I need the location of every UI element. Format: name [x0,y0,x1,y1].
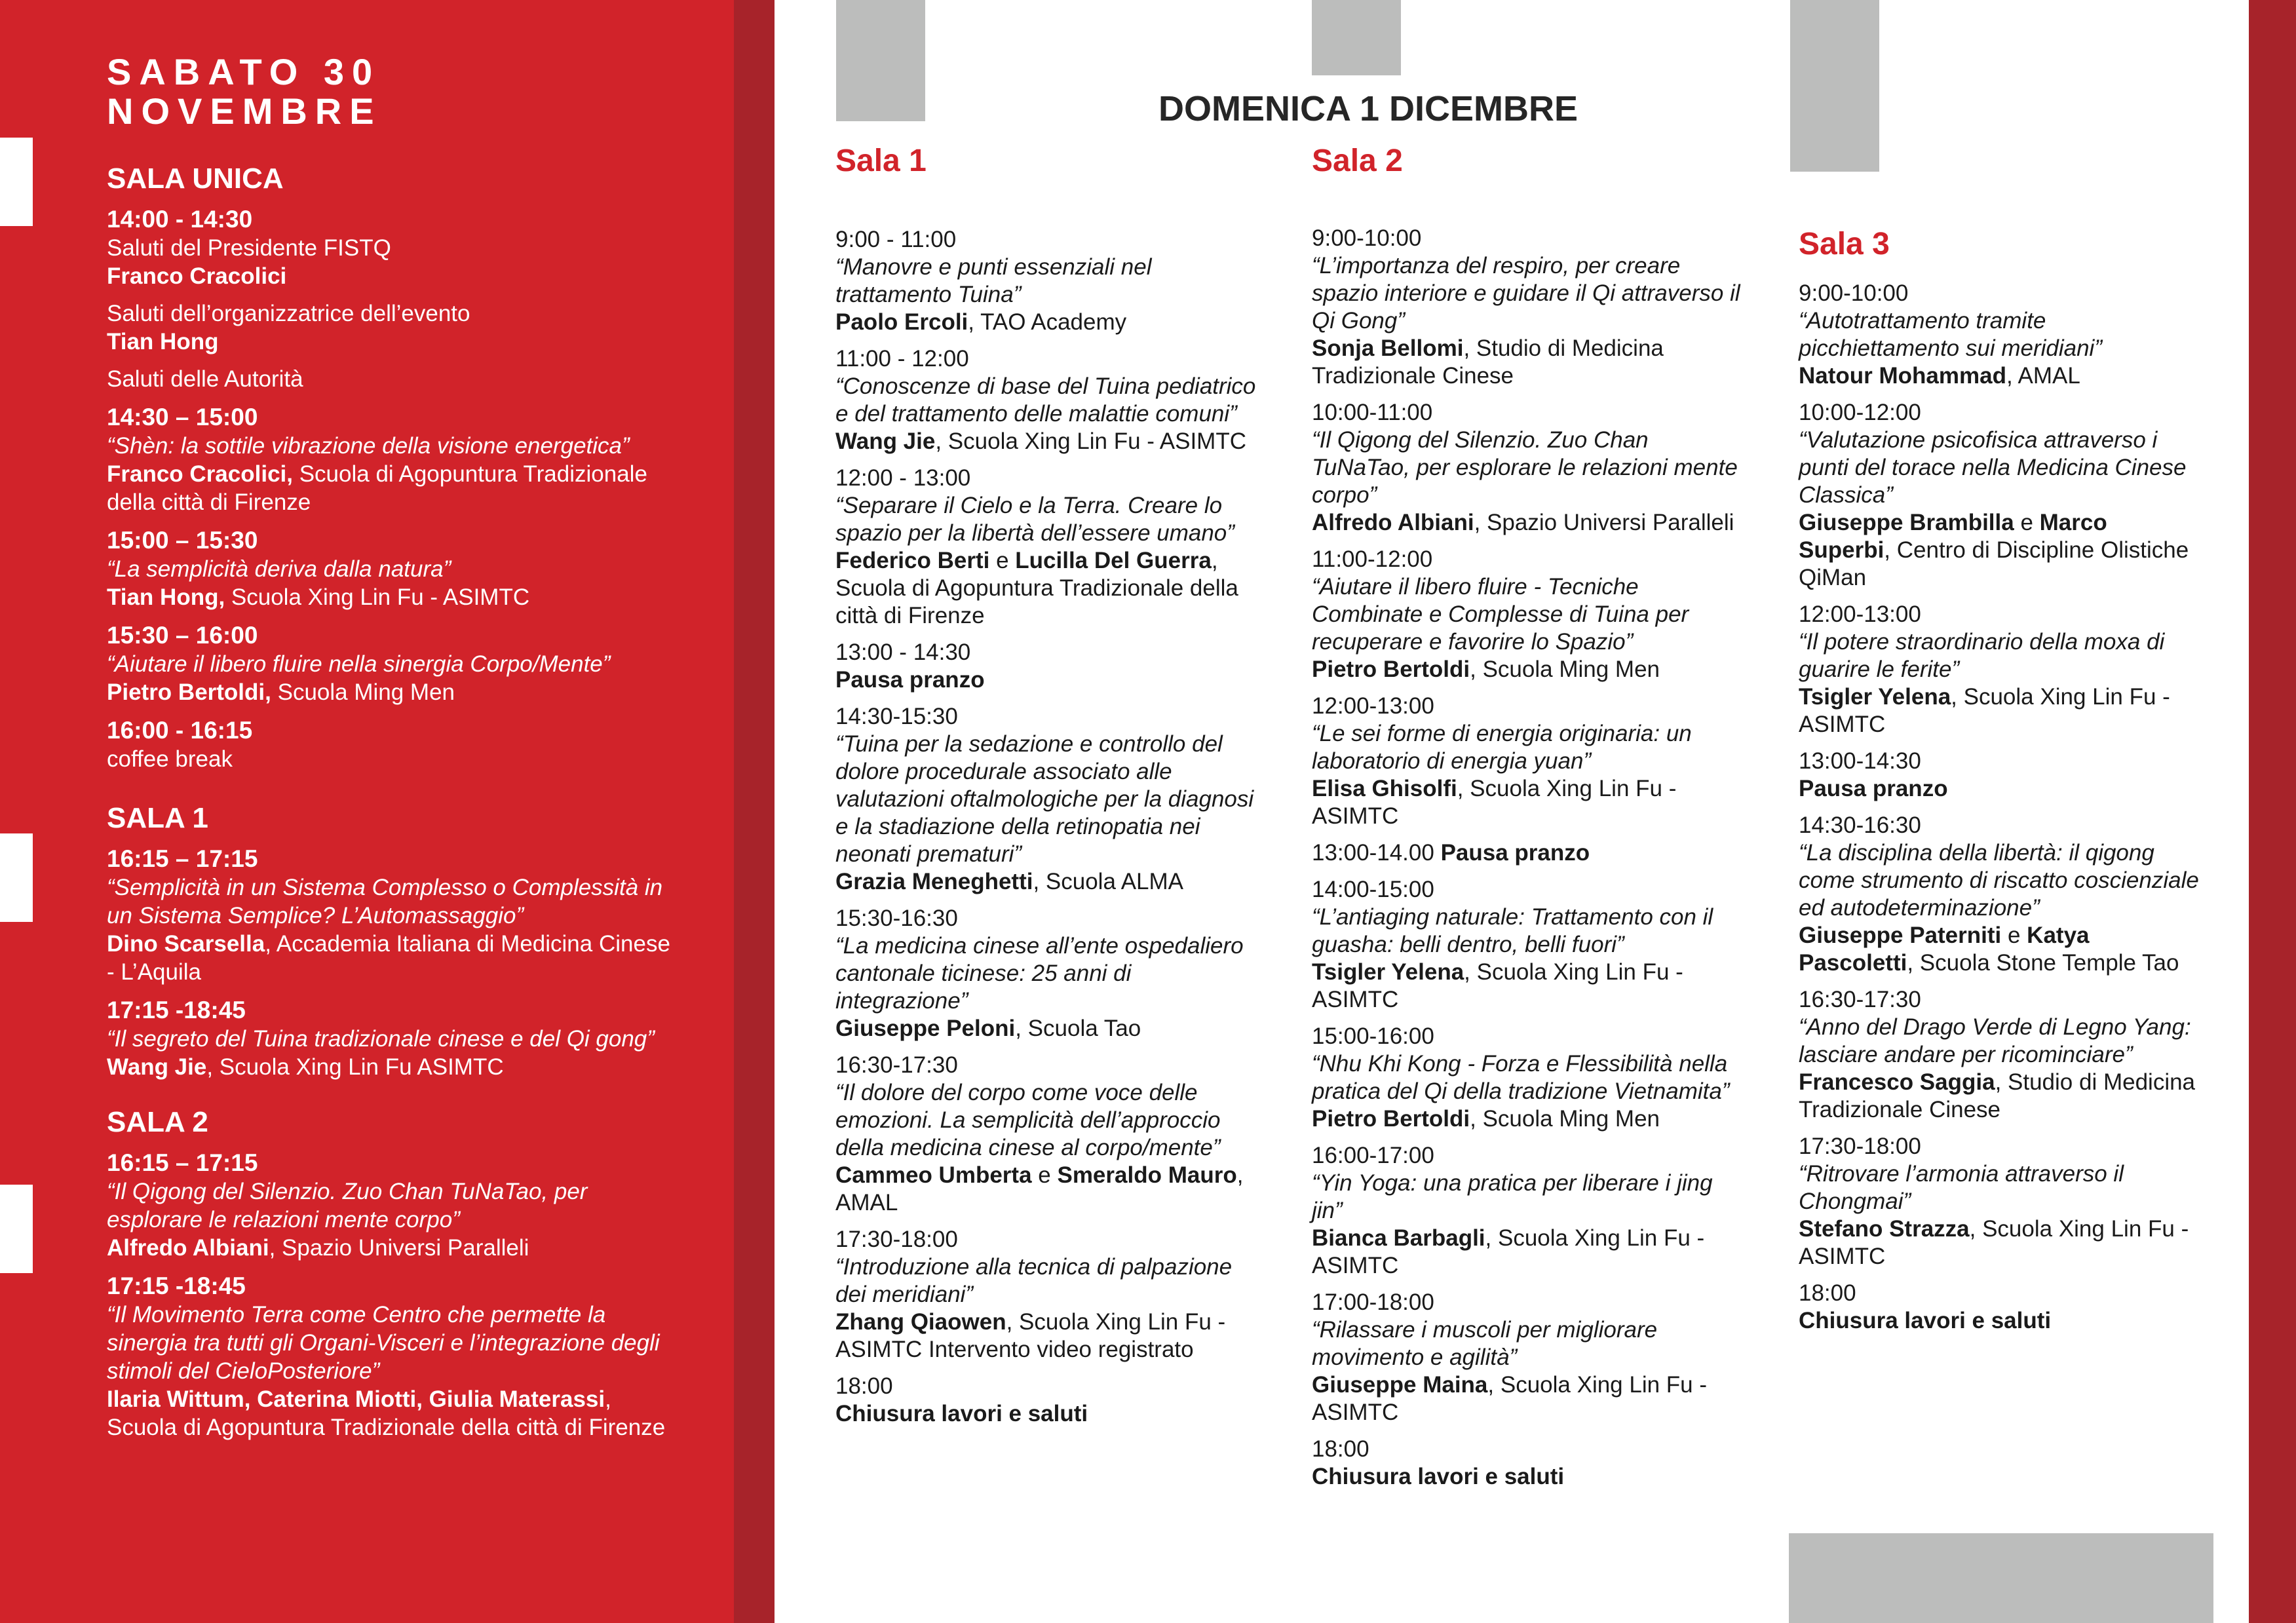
organization: , Scuola ALMA [1033,869,1184,894]
speaker-line [107,583,670,611]
talk-title: “Manovre e punti essenziali nel trattamento Tuina” [835,254,1152,307]
gray-block [1790,0,1879,172]
speaker-line [1312,959,1744,1014]
speaker-line [1312,775,1744,830]
speaker-line [107,1385,670,1442]
talk-title: “La semplicità deriva dalla natura” [107,556,451,582]
schedule-item [107,1271,670,1442]
speaker-name: Cammeo Umberta [835,1162,1032,1188]
conjunction: e [1031,1162,1058,1188]
schedule-item [107,621,670,706]
talk-title: “L’antiaging naturale: Trattamento con il guasha: belli dentro, belli fuori” [1312,904,1713,957]
speaker-line [107,328,670,356]
schedule-item [1312,876,1744,1014]
speaker-line [1799,362,2205,390]
organization: , TAO Academy [968,309,1127,335]
talk-title: “Valutazione psicofisica attraverso i punti del torace nella Medicina Cinese Classica” [1799,427,2187,508]
organization: , AMAL [2006,363,2080,389]
sala2-schedule [107,1148,670,1442]
speaker-line [1799,1069,2205,1124]
speaker-line [1799,1215,2205,1270]
time-label: 18:00 [1312,1436,1369,1462]
organization: , Scuola Xing Lin Fu - ASIMTC [1312,1372,1708,1425]
break-label: Pausa pranzo [835,667,985,693]
organization: , Scuola Stone Temple Tao [1907,950,2179,976]
schedule-item [1312,1023,1744,1133]
time-label: 10:00-11:00 [1312,400,1433,425]
gray-block [1312,0,1401,75]
speaker-line [1799,683,2205,738]
speaker-line [107,1053,670,1081]
schedule-item [107,995,670,1081]
schedule-item [835,1052,1268,1217]
time-label: 16:30-17:30 [1799,987,1921,1012]
organization: , Accademia Italiana di Medicina Cinese - L’Aquila [107,931,670,985]
conjunction: e [2014,510,2040,535]
white-tab [0,833,33,922]
speaker-line [1799,509,2205,592]
schedule-item [835,905,1268,1042]
speaker-name: Tsigler Yelena [1799,684,1951,710]
organization: Scuola Xing Lin Fu - ASIMTC [225,584,530,610]
speaker-name: Marco Superbi [1799,510,2107,563]
time-label: 13:00-14:30 [1799,748,1921,774]
speaker-line [835,309,1268,336]
speaker-line [835,428,1268,455]
time-label: 16:15 – 17:15 [107,1149,258,1176]
organization: , Scuola Xing Lin Fu - ASIMTC [1799,1216,2189,1269]
speaker-name: Giuseppe Peloni [835,1016,1016,1041]
sala-1-column [835,143,1268,180]
talk-title: “Conoscenze di base del Tuina pediatrico e del trattamento delle malattie comuni” [835,373,1256,427]
time-label: 14:00-15:00 [1312,877,1434,902]
speaker-name: Lucilla Del Guerra [1015,548,1212,573]
organization: , Scuola Xing Lin Fu - ASIMTC Intervento video registrato [835,1309,1226,1362]
talk-title: “Il Qigong del Silenzio. Zuo Chan TuNaTao, per esplorare le relazioni mente corpo” [107,1179,588,1232]
speaker-name: Tsigler Yelena [1312,959,1464,985]
time-label: 14:30 – 15:00 [107,404,258,430]
talk-title: “L’importanza del respiro, per creare spazio interiore e guidare il Qi attraverso il Qi Gong” [1312,253,1740,334]
time-label: 15:30-16:30 [835,906,958,931]
speaker-name: Pietro Bertoldi, [107,679,271,705]
speaker-name: Dino Scarsella [107,931,265,957]
speaker-line [835,547,1268,630]
sala-3-heading: Sala 3 [1799,227,1890,261]
speaker-line [1799,922,2205,977]
time-label: 9:00 - 11:00 [835,227,957,252]
organization: , Scuola Xing Lin Fu - ASIMTC [1799,684,2170,737]
speaker-line [1312,1371,1744,1426]
time-label: 9:00-10:00 [1312,225,1422,251]
talk-title: “Il Movimento Terra come Centro che permette la sinergia tra tutti gli Organi-Visceri e l’integrazione degli stimoli del CieloPosteriore” [107,1302,660,1384]
sala-1-heading: Sala 1 [835,143,927,178]
time-label: 17:00-18:00 [1312,1289,1434,1315]
speaker-line [107,460,670,516]
time-label: 12:00 - 13:00 [835,465,971,491]
talk-title: “Il dolore del corpo come voce delle emozioni. La semplicità dell’approccio della medicina cinese al corpo/mente” [835,1080,1221,1160]
organization: , Scuola Xing Lin Fu - ASIMTC [1312,1225,1705,1278]
speaker-line [835,868,1268,896]
time-label: 17:30-18:00 [835,1227,958,1252]
time-label: 12:00-13:00 [1312,693,1434,719]
sunday-title: DOMENICA 1 DICEMBRE [1158,89,1578,128]
speaker-line [107,678,670,706]
speaker-name: Grazia Meneghetti [835,869,1033,894]
speaker-name: Federico Berti [835,548,990,573]
info-text: Saluti del Presidente FISTQ [107,235,391,261]
organization: Scuola di Agopuntura Tradizionale della città di Firenze [107,461,647,515]
speaker-name: Bianca Barbagli [1312,1225,1485,1251]
talk-title: “Ritrovare l’armonia attraverso il Chongmai” [1799,1161,2124,1214]
speaker-name: Katya Pascoletti [1799,923,2090,976]
organization: , Scuola Xing Lin Fu - ASIMTC [935,429,1246,454]
talk-title: “Rilassare i muscoli per migliorare movimento e agilità” [1312,1317,1658,1370]
organization: Scuola Ming Men [271,679,455,705]
speaker-name: Pietro Bertoldi [1312,1106,1470,1132]
schedule-item [1799,601,2205,738]
speaker-name: Smeraldo Mauro [1057,1162,1237,1188]
schedule-item [107,1148,670,1262]
white-tab [0,1185,33,1273]
right-red-strip [2249,0,2296,1623]
sala1-schedule [107,844,670,1081]
break-label: Chiusura lavori e saluti [1312,1464,1565,1489]
info-text: Saluti delle Autorità [107,366,303,392]
schedule-item [1799,1280,2205,1335]
speaker-name: Franco Cracolici, [107,461,293,487]
schedule-item [835,345,1268,455]
talk-title: “Separare il Cielo e la Terra. Creare lo spazio per la libertà dell’essere umano” [835,493,1234,546]
time-label: 14:00 - 14:30 [107,206,253,233]
schedule-item [107,365,670,393]
talk-title: “Nhu Khi Kong - Forza e Flessibilità nella pratica del Qi della tradizione Vietnamita” [1312,1051,1730,1104]
speaker-line [1312,509,1744,537]
speaker-line [1312,335,1744,390]
talk-title: “Introduzione alla tecnica di palpazione dei meridiani” [835,1254,1233,1307]
talk-title: “Shèn: la sottile vibrazione della visione energetica” [107,433,630,459]
speaker-name: Wang Jie [835,429,936,454]
break-label: Chiusura lavori e saluti [1799,1308,2052,1333]
gray-block [1789,1533,2213,1623]
organization: , Scuola Xing Lin Fu - ASIMTC [1312,776,1677,829]
speaker-name: Pietro Bertoldi [1312,657,1470,682]
speaker-name: Natour Mohammad [1799,363,2006,389]
time-label: 17:15 -18:45 [107,997,246,1023]
sala2-heading: SALA 2 [107,1106,208,1138]
time-label: 16:00-17:00 [1312,1143,1434,1168]
time-label: 14:30-16:30 [1799,812,1921,838]
speaker-line [835,1308,1268,1364]
time-label: 15:00 – 15:30 [107,527,258,554]
schedule-item [1312,546,1744,683]
talk-title: “Il potere straordinario della moxa di guarire le ferite” [1799,629,2165,682]
speaker-name: Zhang Qiaowen [835,1309,1006,1335]
organization: , Scuola Xing Lin Fu ASIMTC [206,1054,504,1080]
sala1-heading: SALA 1 [107,802,208,834]
saturday-title: SABATO 30 NOVEMBRE [107,51,382,132]
schedule-item [1312,1436,1744,1491]
schedule-item [835,465,1268,630]
speaker-name: Francesco Saggia [1799,1069,1995,1095]
sala-3-column [1799,226,2231,263]
time-label: 11:00 - 12:00 [835,346,969,372]
white-tab [0,138,33,226]
info-text: coffee break [107,746,233,772]
break-label: Pausa pranzo [1799,776,1948,801]
speaker-name: Tian Hong, [107,584,225,610]
break-label: Pausa pranzo [1440,840,1590,866]
sala-2-heading: Sala 2 [1312,143,1403,178]
talk-title: “Autotrattamento tramite picchiettamento sui meridiani” [1799,308,2102,361]
talk-title: “Il segreto del Tuina tradizionale cinese e del Qi gong” [107,1026,655,1052]
time-label: 13:00 - 14:30 [835,640,971,665]
organization: , Studio di Medicina Tradizionale Cinese [1799,1069,2196,1122]
sala-3-schedule [1799,280,2205,1344]
speaker-name: Elisa Ghisolfi [1312,776,1457,801]
speaker-line [1312,1105,1744,1133]
schedule-item [107,525,670,611]
organization: , Studio di Medicina Tradizionale Cinese [1312,335,1664,389]
sala-2-column [1312,143,1744,180]
schedule-item [1312,1289,1744,1426]
speaker-line [107,930,670,986]
speaker-line [835,1162,1268,1217]
organization: , AMAL [835,1162,1244,1215]
speaker-name: Giuseppe Brambilla [1799,510,2014,535]
schedule-item [1312,693,1744,830]
organization: , Scuola Ming Men [1470,657,1660,682]
schedule-item [107,299,670,356]
talk-title: “Anno del Drago Verde di Legno Yang: lasciare andare per ricominciare” [1799,1014,2191,1067]
organization: , Spazio Universi Paralleli [1474,510,1734,535]
time-label: 18:00 [835,1373,893,1399]
schedule-item [1799,399,2205,592]
schedule-item [1312,225,1744,390]
schedule-item [835,226,1268,336]
speaker-name: Tian Hong [107,329,219,354]
sala-unica-heading: SALA UNICA [107,162,284,195]
talk-title: “Il Qigong del Silenzio. Zuo Chan TuNaTao, per esplorare le relazioni mente corpo” [1312,427,1738,508]
organization: , Scuola di Agopuntura Tradizionale della città di Firenze [835,548,1238,628]
speaker-name: Alfredo Albiani [1312,510,1474,535]
organization: , Scuola Tao [1015,1016,1141,1041]
speaker-name: Franco Cracolici [107,263,287,289]
speaker-name: Paolo Ercoli [835,309,968,335]
talk-title: “La medicina cinese all’ente ospedaliero cantonale ticinese: 25 anni di integrazione” [835,933,1244,1014]
dark-red-strip [734,0,775,1623]
speaker-name: Giuseppe Paterniti [1799,923,2002,948]
time-label: 13:00-14.00 [1312,840,1434,866]
conjunction: e [2001,923,2027,948]
speaker-name: Wang Jie [107,1054,207,1080]
organization: , Scuola di Agopuntura Tradizionale della città di Firenze [107,1386,666,1440]
sala-2-schedule [1312,225,1744,1500]
time-label: 17:15 -18:45 [107,1272,246,1299]
speaker-name: Giuseppe Maina [1312,1372,1488,1398]
schedule-item [107,716,670,773]
speaker-line [107,1234,670,1262]
time-label: 9:00-10:00 [1799,280,1909,306]
schedule-item [1799,812,2205,977]
talk-title: “La disciplina della libertà: il qigong come strumento di riscatto coscienziale ed autodeterminazione” [1799,840,2199,921]
time-label: 16:00 - 16:15 [107,717,253,744]
schedule-item [835,703,1268,896]
speaker-name: Sonja Bellomi [1312,335,1464,361]
gray-block [836,0,925,121]
talk-title: “Aiutare il libero fluire - Tecniche Combinate e Complesse di Tuina per recuperare e favorire lo Spazio” [1312,574,1689,655]
speaker-line [835,1015,1268,1042]
time-label: 10:00-12:00 [1799,400,1921,425]
schedule-item [1799,748,2205,803]
info-text: Saluti dell’organizzatrice dell’evento [107,301,470,326]
speaker-line [107,262,670,290]
time-label: 16:15 – 17:15 [107,845,258,872]
organization: , Scuola Ming Men [1470,1106,1660,1132]
time-label: 15:30 – 16:00 [107,622,258,649]
saturday-column [107,46,670,1451]
organization: , Scuola Xing Lin Fu - ASIMTC [1312,959,1683,1012]
schedule-item [1312,839,1744,867]
time-label: 12:00-13:00 [1799,601,1921,627]
sala-unica-schedule [107,204,670,773]
talk-title: “Aiutare il libero fluire nella sinergia Corpo/Mente” [107,651,611,677]
schedule-item [1799,986,2205,1124]
speaker-line [1312,1225,1744,1280]
conjunction: e [989,548,1016,573]
schedule-item [1312,1142,1744,1280]
schedule-item [107,844,670,986]
schedule-item [1312,399,1744,537]
time-label: 18:00 [1799,1280,1856,1306]
time-label: 11:00-12:00 [1312,546,1433,572]
talk-title: “Le sei forme di energia originaria: un laboratorio di energia yuan” [1312,721,1692,774]
time-label: 15:00-16:00 [1312,1023,1434,1049]
schedule-item [1799,280,2205,390]
organization: , Spazio Universi Paralleli [269,1235,529,1261]
time-label: 14:30-15:30 [835,704,958,729]
schedule-item [835,639,1268,694]
schedule-item [107,204,670,290]
time-label: 16:30-17:30 [835,1052,958,1078]
schedule-item [835,1373,1268,1428]
schedule-item [107,402,670,516]
schedule-item [1799,1133,2205,1270]
sala-1-schedule [835,226,1268,1437]
speaker-line [1312,656,1744,683]
speaker-name: Stefano Strazza [1799,1216,1970,1242]
break-label: Chiusura lavori e saluti [835,1401,1088,1426]
talk-title: “Tuina per la sedazione e controllo del dolore procedurale associato alle valutazioni oftalmologiche per la diagnosi e la stadiazione della retinopatia nei neonati prematuri” [835,731,1254,867]
talk-title: “Semplicità in un Sistema Complesso o Complessità in un Sistema Semplice? L’Automassaggio” [107,875,663,928]
talk-title: “Yin Yoga: una pratica per liberare i jing jin” [1312,1170,1713,1223]
speaker-name: Ilaria Wittum, Caterina Miotti, Giulia Materassi [107,1386,605,1412]
time-label: 17:30-18:00 [1799,1134,1921,1159]
speaker-name: Alfredo Albiani [107,1235,269,1261]
organization: , Centro di Discipline Olistiche QiMan [1799,537,2189,590]
schedule-item [835,1226,1268,1364]
